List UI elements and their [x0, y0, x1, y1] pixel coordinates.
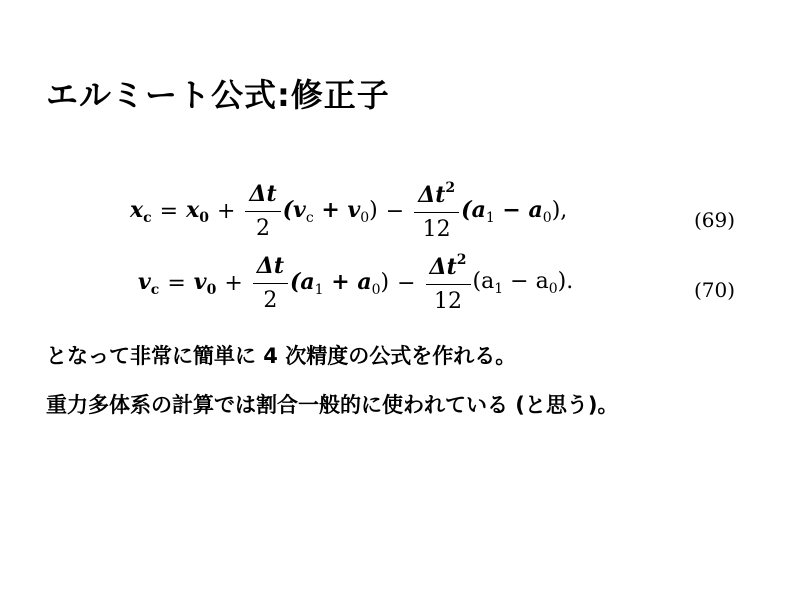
eq70-frac2-denominator: 12	[434, 289, 463, 314]
eq69-minus: −	[385, 198, 405, 224]
slide-title: エルミート公式:修正子	[46, 76, 390, 114]
equation-number-70: (70)	[694, 278, 736, 302]
eq70-minus: −	[397, 270, 416, 296]
eq69-frac2-numerator: $\Delta t^2$	[414, 180, 459, 213]
eq69-equals: =	[159, 198, 179, 224]
eq70-frac1-denominator: 2	[263, 288, 278, 313]
eq69-lhs: $x_c$	[130, 196, 152, 226]
eq69-x0: $x_0$	[186, 196, 209, 226]
eq70-equals: =	[167, 270, 186, 296]
body-text-line-2: 重力多体系の計算では割合一般的に使われている (と思う)。	[46, 393, 619, 417]
eq69-paren-term-1: $(v_c + v_0)$	[282, 196, 378, 226]
equation-70	[138, 252, 573, 314]
equation-number-69: (69)	[694, 208, 736, 232]
eq69-frac2-denominator: 12	[422, 217, 451, 242]
equation-69	[130, 180, 567, 242]
eq69-frac1-numerator: Δt	[245, 181, 280, 212]
eq70-frac1-numerator: Δt	[253, 253, 288, 284]
eq70-v0: $v_0$	[193, 268, 217, 298]
eq70-paren-term-1: $(a_1 + a_0)$	[289, 268, 390, 298]
eq69-plus: +	[216, 198, 236, 224]
eq70-plus: +	[224, 270, 243, 296]
eq69-paren-term-2: $(a_1 - a_0)$,	[461, 196, 568, 226]
eq69-fraction-1	[245, 181, 280, 241]
eq70-paren-term-2: $(a_1 - a_0)$.	[472, 269, 574, 297]
eq69-frac1-denominator: 2	[256, 216, 271, 241]
body-text-line-1: となって非常に簡単に 4 次精度の公式を作れる。	[46, 344, 517, 368]
eq70-fraction-1	[253, 253, 288, 313]
eq69-fraction-2	[414, 180, 459, 242]
eq70-fraction-2	[426, 252, 471, 314]
eq70-lhs: $v_c$	[138, 268, 160, 298]
eq70-frac2-numerator: $\Delta t^2$	[426, 252, 471, 285]
